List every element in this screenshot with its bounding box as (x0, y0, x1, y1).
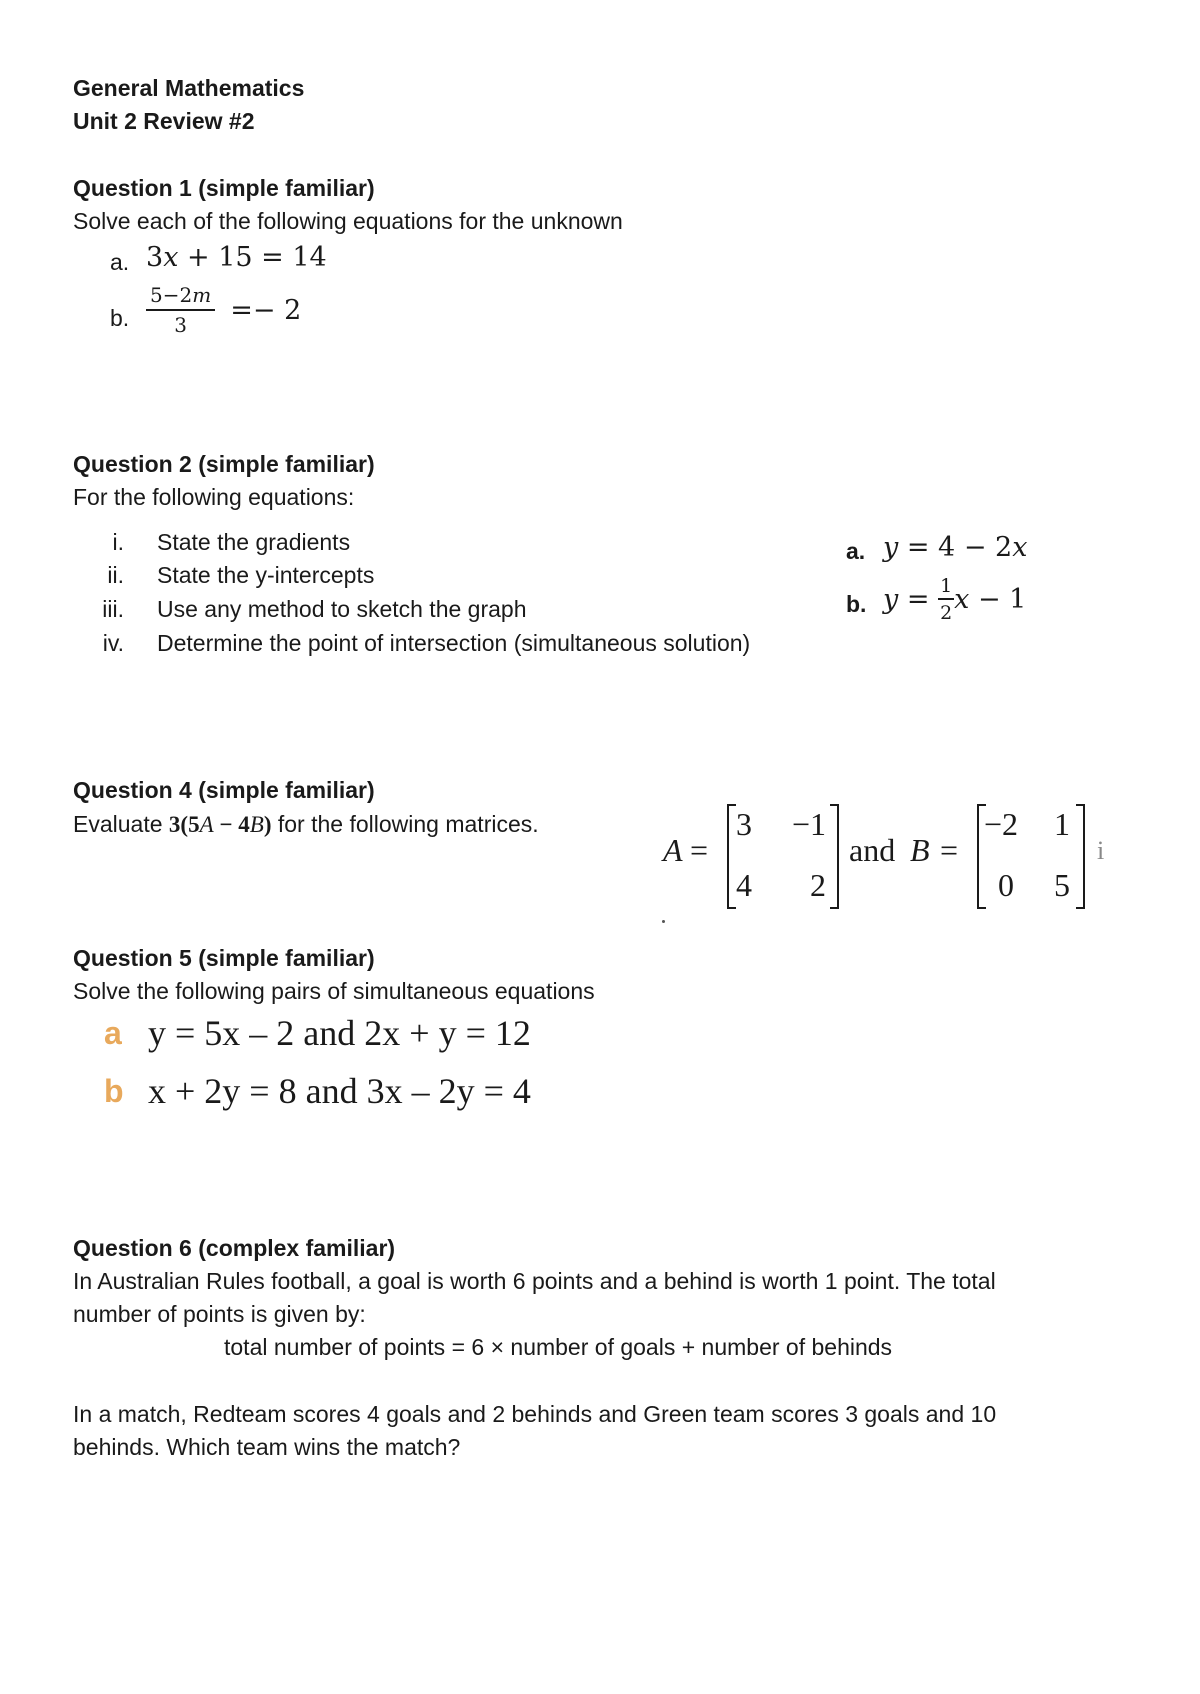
q1b-label: b. (110, 305, 130, 331)
q2-task: Use any method to sketch the graph (157, 596, 527, 622)
q6-paragraph: number of points is given by: (73, 1301, 366, 1327)
and-word: and (849, 832, 896, 868)
q2-instruction: For the following equations: (73, 484, 355, 510)
q4-instruction: Evaluate 3(5A − 4B) for the following matrices. (73, 811, 539, 837)
q2-task-numeral: i. (112, 529, 124, 555)
q1b-equation: $\frac{5-2m}{3}$ =− 2 (146, 283, 301, 337)
q5b-equation: x + 2y = 8 and 3x – 2y = 4 (148, 1071, 531, 1111)
q6-paragraph: In Australian Rules football, a goal is worth 6 points and a behind is worth 1 point. The total (73, 1268, 996, 1294)
stray-mark: i (1097, 836, 1105, 865)
q1-heading: Question 1 (simple familiar) (73, 175, 375, 201)
q2-task-numeral: iv. (102, 630, 124, 656)
q2b-label: b. (846, 591, 867, 617)
unit-title: Unit 2 Review #2 (73, 108, 255, 134)
q5a-label: a (104, 1015, 122, 1051)
matrix-a-name: A (663, 832, 683, 868)
q6-paragraph: In a match, Redteam scores 4 goals and 2 behinds and Green team scores 3 goals and 10 (73, 1401, 997, 1427)
q2-task: State the gradients (157, 529, 351, 555)
course-title: General Mathematics (73, 75, 305, 101)
matrix-b-name: B (910, 832, 930, 868)
q5-heading: Question 5 (simple familiar) (73, 945, 375, 971)
q1a-label: a. (110, 249, 130, 275)
q6-question: behinds. Which team wins the match? (73, 1434, 461, 1460)
equals-sign: = (940, 832, 959, 868)
equals-sign: = (690, 832, 709, 868)
q2-task-numeral: iii. (102, 596, 124, 622)
q1-instruction: Solve each of the following equations for the unknown (73, 208, 623, 234)
q2a-equation: y = 4 − 2x (883, 532, 1028, 563)
q5a-equation: y = 5x – 2 and 2x + y = 12 (148, 1013, 531, 1053)
q6-heading: Question 6 (complex familiar) (73, 1235, 396, 1261)
q4-heading: Question 4 (simple familiar) (73, 777, 375, 803)
q5-instruction: Solve the following pairs of simultaneous equations (73, 978, 595, 1004)
q6-formula: total number of points = 6 × number of goals + number of behinds (224, 1334, 893, 1360)
q2-heading: Question 2 (simple familiar) (73, 451, 375, 477)
q5b-label: b (104, 1073, 124, 1109)
q1a-equation: 3x + 15 = 14 (146, 242, 327, 273)
q2-task-numeral: ii. (107, 562, 124, 588)
q2-task: Determine the point of intersection (simultaneous solution) (157, 630, 751, 656)
q2-task: State the y-intercepts (157, 562, 375, 588)
q2b-equation: y = $\frac{1}{2}$ x − 1 (883, 575, 1027, 624)
q2a-label: a. (846, 538, 866, 564)
artifact-dot (662, 920, 665, 923)
